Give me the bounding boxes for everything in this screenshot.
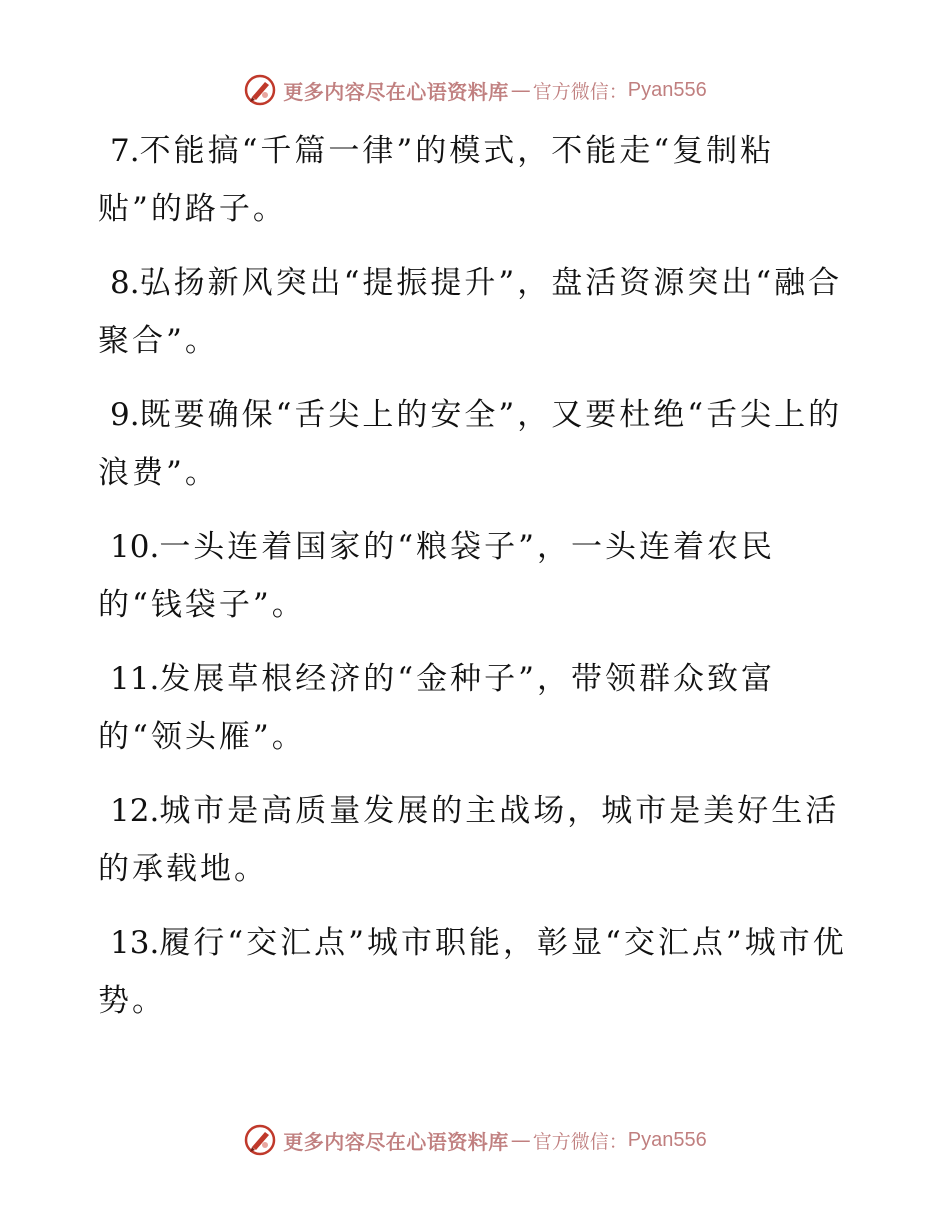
banner-wechat-id: Pyan556: [627, 78, 707, 101]
pen-logo-icon: [243, 73, 277, 107]
list-item: [98, 782, 858, 898]
banner-sub-text: 官方微信：: [532, 80, 628, 103]
pen-logo-icon: [243, 1123, 277, 1157]
item-text: 发展草根经济的“金种子”，带领群众致富的“领头雁”。: [98, 661, 776, 755]
item-number: 8.: [110, 265, 140, 301]
list-item: [98, 650, 858, 766]
list-item: [98, 254, 858, 370]
banner-wechat-id: Pyan556: [627, 1128, 707, 1151]
banner-main-text: 更多内容尽在心语资料库: [283, 1129, 509, 1154]
item-text: 城市是高质量发展的主战场，城市是美好生活的承载地。: [98, 793, 840, 887]
list-item: [98, 122, 858, 238]
footer-banner: [0, 1120, 950, 1160]
item-text: 既要确保“舌尖上的安全”，又要杜绝“舌尖上的浪费”。: [98, 397, 843, 491]
item-number: 12.: [110, 793, 160, 829]
item-text: 履行“交汇点”城市职能，彰显“交汇点”城市优势。: [98, 925, 847, 1019]
header-banner: [0, 70, 950, 110]
item-number: 7.: [110, 133, 140, 169]
item-text: 不能搞“千篇一律”的模式，不能走“复制粘贴”的路子。: [98, 133, 775, 227]
banner-sub-text: 官方微信：: [532, 1130, 628, 1153]
item-number: 9.: [110, 397, 140, 433]
item-number: 13.: [110, 925, 160, 961]
item-text: 一头连着国家的“粮袋子”，一头连着农民的“钱袋子”。: [98, 529, 776, 623]
list-item: [98, 386, 858, 502]
banner-dash: —: [510, 1128, 531, 1152]
item-number: 11.: [110, 661, 160, 697]
list-item: [98, 518, 858, 634]
list-item: [98, 914, 858, 1030]
banner-dash: —: [510, 78, 531, 102]
item-number: 10.: [110, 529, 160, 565]
item-text: 弘扬新风突出“提振提升”，盘活资源突出“融合聚合”。: [98, 265, 843, 359]
banner-main-text: 更多内容尽在心语资料库: [283, 79, 509, 104]
phrase-list: [98, 122, 858, 1046]
